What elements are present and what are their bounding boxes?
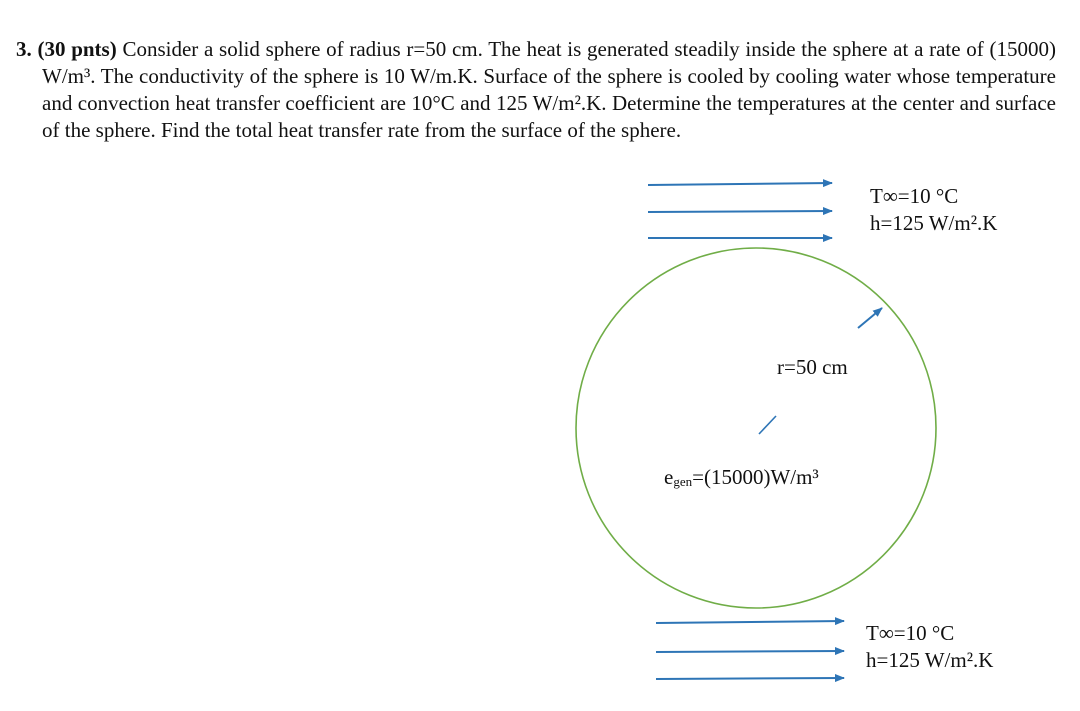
flow-arrow: [656, 678, 844, 679]
bottom-ambient-temperature: T∞=10 °C: [866, 621, 955, 645]
top-flow-arrows: [648, 183, 832, 238]
top-ambient-temperature: T∞=10 °C: [870, 184, 959, 208]
generation-label: [664, 465, 819, 494]
problem-text: Consider a solid sphere of radius r=50 cm. The heat is generated steadily inside the sphere at a rate of (15000) W/m³. The conductivity of the sphere is 10 W/m.K. Surface of the sphere is cooled by cooling water whose temperature and convection heat transfer coefficient are 10°C and 125 W/m².K. Determine the temperatures at the center and surface of the sphere. Find the total heat transfer rate from the surface of the sphere.: [42, 37, 1057, 142]
top-convection-coefficient: h=125 W/m².K: [870, 211, 998, 235]
problem-points: (30 pnts): [37, 37, 117, 61]
bottom-convection-coefficient: h=125 W/m².K: [866, 648, 994, 672]
problem-number: 3.: [16, 37, 32, 61]
bottom-flow-arrows: [656, 621, 844, 679]
flow-arrow: [656, 651, 844, 652]
generation-value: =(15000)W/m³: [692, 465, 819, 489]
flow-arrow: [648, 211, 832, 212]
flow-arrow: [656, 621, 844, 623]
sphere-outline: [576, 248, 936, 608]
generation-subscript: gen: [673, 474, 693, 489]
generation-symbol: e: [664, 465, 674, 489]
flow-arrow: [648, 183, 832, 185]
radius-label: r=50 cm: [777, 355, 848, 379]
radius-line: [759, 416, 776, 434]
radius-arrow: [858, 308, 882, 328]
